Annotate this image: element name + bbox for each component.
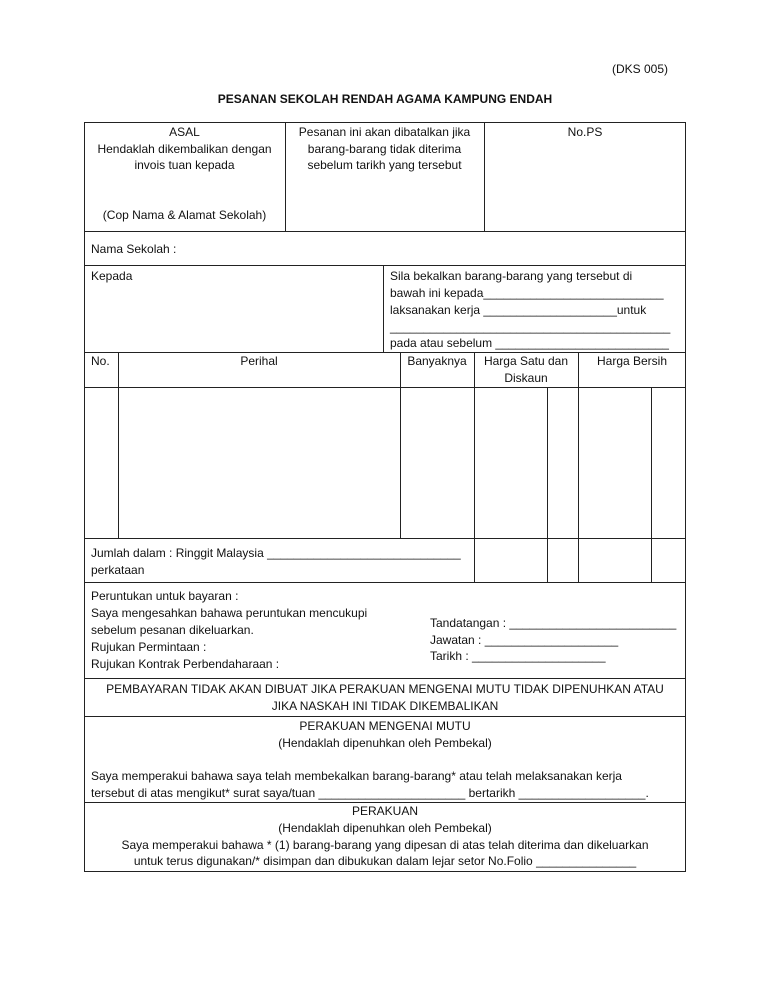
quality-statement: tersebut di atas mengikut* surat saya/tuan ______________________ bertarikh ___________________. [91,786,649,800]
asal-heading: ASAL [169,125,200,139]
allocation-text: Rujukan Permintaan : [91,640,207,654]
no-ps-label: No.PS [567,125,603,139]
certification-heading: PERAKUAN [351,804,419,818]
col-harga-bersih: Harga Bersih [596,354,668,368]
total-in-words: Jumlah dalam : Ringgit Malaysia _____________________________ [91,546,461,560]
cancel-note: sebelum tarikh yang tersebut [307,158,462,172]
supply-instruction: bawah ini kepada___________________________ [390,286,664,300]
col-no: No. [91,354,110,368]
divider [383,265,384,352]
certification-statement: Saya memperakui bahawa * (1) barang-barang yang dipesan di atas telah diterima dan dikeluarkan [121,838,649,852]
certification-subheading: (Hendaklah dipenuhkan oleh Pembekal) [278,821,492,835]
col-harga-satu: Harga Satu dan [483,354,569,368]
divider [547,387,548,582]
form-border [84,122,686,872]
divider [84,538,686,539]
divider [84,582,686,583]
school-stamp-label: (Cop Nama & Alamat Sekolah) [102,208,267,222]
col-perihal: Perihal [240,354,278,368]
divider [84,265,686,266]
quality-subheading: (Hendaklah dipenuhkan oleh Pembekal) [278,736,492,750]
supply-instruction: pada atau sebelum __________________________ [390,336,669,350]
supply-instruction: __________________________________________ [390,320,671,334]
divider [84,716,686,717]
divider [578,352,579,582]
allocation-text: Peruntukan untuk bayaran : [91,589,239,603]
quality-statement: Saya memperakui bahawa saya telah membekalkan barang-barang* atau telah melaksanakan kerja [91,769,622,783]
divider [118,352,119,538]
divider [84,231,686,232]
asal-line: Hendaklah dikembalikan dengan [97,142,272,156]
quality-heading: PERAKUAN MENGENAI MUTU [299,719,471,733]
divider [84,678,686,679]
recipient-label: Kepada [91,269,133,283]
col-harga-satu: Diskaun [504,371,548,385]
cancel-note: barang-barang tidak diterima [307,142,462,156]
supply-instruction: laksanakan kerja ____________________untuk [390,303,647,317]
divider [400,352,401,538]
divider [651,387,652,582]
allocation-text: sebelum pesanan dikeluarkan. [91,623,254,637]
col-banyaknya: Banyaknya [407,354,467,368]
school-name-label: Nama Sekolah : [91,242,177,256]
payment-notice: JIKA NASKAH INI TIDAK DIKEMBALIKAN [271,699,499,713]
form-code: (DKS 005) [612,62,669,76]
position-field: Jawatan : ____________________ [430,633,619,647]
total-in-words: perkataan [91,563,145,577]
asal-line: invois tuan kepada [134,158,235,172]
allocation-text: Saya mengesahkan bahawa peruntukan mencukupi [91,606,368,620]
divider [84,387,686,388]
supply-instruction: Sila bekalkan barang-barang yang tersebut di [390,269,633,283]
page-title: PESANAN SEKOLAH RENDAH AGAMA KAMPUNG ENDAH [217,92,553,106]
allocation-text: Rujukan Kontrak Perbendaharaan : [91,657,280,671]
payment-notice: PEMBAYARAN TIDAK AKAN DIBUAT JIKA PERAKUAN MENGENAI MUTU TIDAK DIPENUHKAN ATAU [106,682,664,696]
certification-statement: untuk terus digunakan/* disimpan dan dibukukan dalam lejar setor No.Folio _______________ [133,854,637,868]
signature-field: Tandatangan : _________________________ [430,616,677,630]
date-field: Tarikh : ____________________ [430,649,606,663]
cancel-note: Pesanan ini akan dibatalkan jika [298,125,471,139]
